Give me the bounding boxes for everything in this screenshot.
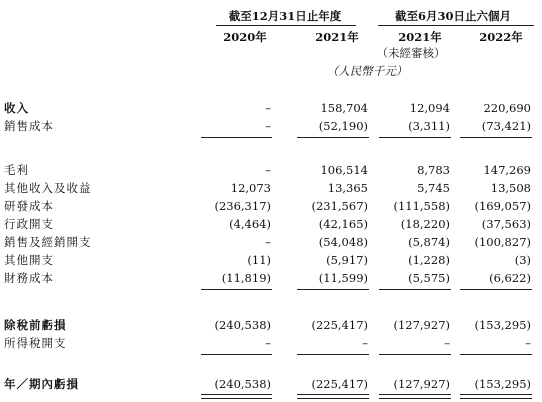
cell-2021-h1: (18,220)	[400, 217, 450, 231]
cell-2021: (5,917)	[326, 253, 368, 267]
row-label: 其他收入及收益	[4, 181, 92, 195]
cell-2021: (42,165)	[318, 217, 368, 231]
table-row-other-income	[0, 181, 542, 195]
cell-2022-h1: 220,690	[483, 101, 531, 115]
cell-2021: (225,417)	[311, 318, 368, 332]
cell-2020: (240,538)	[214, 318, 271, 332]
cell-2022-h1: (153,295)	[474, 318, 531, 332]
header-year-group: 截至12月31日止年度	[228, 9, 342, 23]
subtotal-rule-2021-h1	[379, 354, 451, 355]
currency-unit-note: （人民幣千元）	[326, 64, 408, 78]
total-double-rule-2021-h1	[379, 394, 451, 399]
cell-2021: (54,048)	[318, 235, 368, 249]
cell-2021-h1: –	[444, 336, 450, 350]
cell-2021: (231,567)	[311, 199, 368, 213]
cell-2022-h1: 13,508	[490, 181, 531, 195]
cell-2020: (11)	[247, 253, 271, 267]
cell-2021: –	[362, 336, 368, 350]
subtotal-rule-2021	[297, 289, 369, 290]
cell-2020: –	[265, 235, 271, 249]
column-header-2021-six-months: 2021年	[398, 30, 442, 44]
table-row-selling-expenses	[0, 235, 542, 249]
subtotal-rule-2021	[297, 354, 369, 355]
row-label: 研發成本	[4, 199, 54, 213]
table-row-revenue	[0, 101, 542, 115]
cell-2021: (225,417)	[311, 377, 368, 391]
cell-2021-h1: (5,874)	[408, 235, 450, 249]
header-year-underline	[216, 25, 356, 26]
row-label: 其他開支	[4, 253, 54, 267]
cell-2021-h1: 8,783	[417, 163, 450, 177]
table-row-other-expenses	[0, 253, 542, 267]
subtotal-rule-2020	[201, 289, 272, 290]
header-six-months-group: 截至6月30日止六個月	[394, 9, 511, 23]
cell-2020: 12,073	[230, 181, 271, 195]
subtotal-rule-2022-h1	[460, 354, 532, 355]
subtotal-rule-2021	[297, 137, 369, 138]
column-header-2022-six-months: 2022年	[479, 30, 523, 44]
subtotal-rule-2021-h1	[379, 137, 451, 138]
cell-2022-h1: (37,563)	[481, 217, 531, 231]
cell-2021-h1: (111,558)	[393, 199, 450, 213]
cell-2020: (236,317)	[214, 199, 271, 213]
cell-2021: (11,599)	[318, 271, 368, 285]
cell-2022-h1: (100,827)	[474, 235, 531, 249]
cell-2022-h1: (73,421)	[481, 119, 531, 133]
cell-2022-h1: –	[525, 336, 531, 350]
table-row-rd-costs	[0, 199, 542, 213]
row-label: 收入	[4, 101, 29, 115]
cell-2020: (11,819)	[221, 271, 271, 285]
cell-2022-h1: (3)	[514, 253, 531, 267]
unaudited-note: （未經審核）	[376, 46, 446, 60]
row-label: 銷售及經銷開支	[4, 235, 92, 249]
table-row-loss-before-tax	[0, 318, 542, 332]
cell-2022-h1: (153,295)	[474, 377, 531, 391]
cell-2021: 106,514	[320, 163, 368, 177]
cell-2020: –	[265, 163, 271, 177]
total-double-rule-2020	[201, 394, 272, 399]
cell-2021-h1: (3,311)	[408, 119, 450, 133]
row-label: 年／期內虧損	[4, 377, 79, 391]
row-label: 銷售成本	[4, 119, 54, 133]
table-row-income-tax	[0, 336, 542, 350]
table-row-admin-expenses	[0, 217, 542, 231]
subtotal-rule-2022-h1	[460, 137, 532, 138]
cell-2021: 13,365	[327, 181, 368, 195]
cell-2021-h1: (127,927)	[393, 318, 450, 332]
cell-2021-h1: (5,575)	[408, 271, 450, 285]
cell-2020: (240,538)	[214, 377, 271, 391]
subtotal-rule-2020	[201, 137, 272, 138]
row-label: 所得稅開支	[4, 336, 67, 350]
row-label: 行政開支	[4, 217, 54, 231]
column-header-2020: 2020年	[223, 30, 267, 44]
total-double-rule-2021	[297, 394, 369, 399]
row-label: 毛利	[4, 163, 29, 177]
cell-2020: –	[265, 101, 271, 115]
cell-2021-h1: 12,094	[409, 101, 450, 115]
cell-2021-h1: (1,228)	[408, 253, 450, 267]
subtotal-rule-2020	[201, 354, 272, 355]
column-header-2021: 2021年	[315, 30, 359, 44]
header-six-months-underline	[378, 25, 534, 26]
row-label: 除稅前虧損	[4, 318, 67, 332]
table-row-cost-of-sales	[0, 119, 542, 133]
table-row-gross-profit	[0, 163, 542, 177]
row-label: 財務成本	[4, 271, 54, 285]
cell-2021-h1: (127,927)	[393, 377, 450, 391]
cell-2021-h1: 5,745	[417, 181, 450, 195]
cell-2020: –	[265, 119, 271, 133]
subtotal-rule-2021-h1	[379, 289, 451, 290]
cell-2021: 158,704	[320, 101, 368, 115]
cell-2020: (4,464)	[229, 217, 271, 231]
cell-2020: –	[265, 336, 271, 350]
cell-2022-h1: (169,057)	[474, 199, 531, 213]
cell-2021: (52,190)	[318, 119, 368, 133]
table-row-finance-costs	[0, 271, 542, 285]
cell-2022-h1: (6,622)	[489, 271, 531, 285]
cell-2022-h1: 147,269	[483, 163, 531, 177]
subtotal-rule-2022-h1	[460, 289, 532, 290]
table-row-loss-for-period	[0, 377, 542, 391]
total-double-rule-2022-h1	[460, 394, 532, 399]
